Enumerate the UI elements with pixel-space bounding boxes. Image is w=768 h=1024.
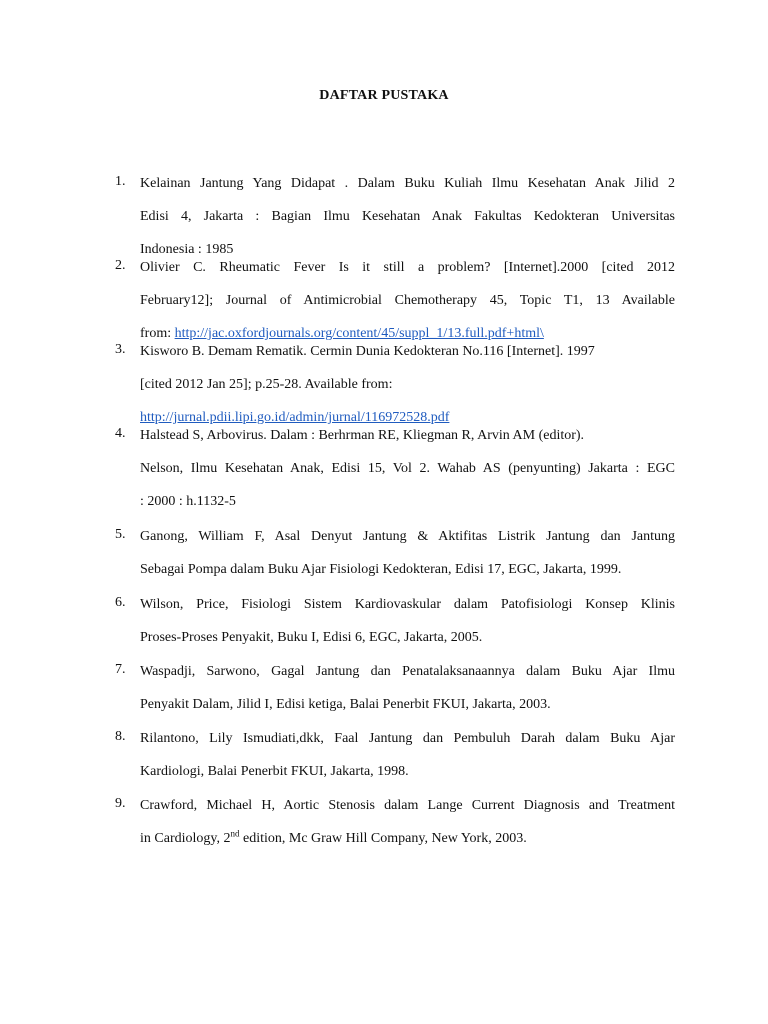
reference-line: Indonesia : 1985 xyxy=(140,242,234,257)
reference-item xyxy=(115,662,675,715)
reference-item xyxy=(115,174,675,260)
reference-line: February12]; Journal of Antimicrobial Chemotherapy 45, Topic T1, 13 Available xyxy=(140,293,675,308)
reference-item xyxy=(115,796,675,849)
reference-line: Rilantono, Lily Ismudiati,dkk, Faal Jantung dan Pembuluh Darah dalam Buku Ajar xyxy=(140,731,675,746)
reference-link[interactable]: http://jurnal.pdii.lipi.go.id/admin/jurnal/116972528.pdf xyxy=(140,410,450,425)
reference-number: 4. xyxy=(115,426,126,441)
reference-item xyxy=(115,258,675,344)
reference-line: Halstead S, Arbovirus. Dalam : Berhrman RE, Kliegman R, Arvin AM (editor). xyxy=(140,428,585,443)
reference-item xyxy=(115,595,675,648)
reference-number: 7. xyxy=(115,662,126,677)
reference-line: Proses-Proses Penyakit, Buku I, Edisi 6, EGC, Jakarta, 2005. xyxy=(140,630,483,645)
reference-line: Edisi 4, Jakarta : Bagian Ilmu Kesehatan Anak Fakultas Kedokteran Universitas xyxy=(140,209,675,224)
line-text: edition, Mc Graw Hill Company, New York, 2003. xyxy=(239,831,527,846)
reference-line: Wilson, Price, Fisiologi Sistem Kardiovaskular dalam Patofisiologi Konsep Klinis xyxy=(140,597,675,612)
reference-number: 2. xyxy=(115,258,126,273)
reference-line xyxy=(140,829,675,849)
reference-line: : 2000 : h.1132-5 xyxy=(140,494,236,509)
reference-number: 1. xyxy=(115,174,126,189)
reference-link-line xyxy=(140,324,675,344)
reference-item xyxy=(115,729,675,782)
reference-line: [cited 2012 Jan 25]; p.25-28. Available from: xyxy=(140,377,393,392)
reference-line: Kardiologi, Balai Penerbit FKUI, Jakarta, 1998. xyxy=(140,764,409,779)
reference-number: 3. xyxy=(115,342,126,357)
reference-line: Olivier C. Rheumatic Fever Is it still a problem? [Internet].2000 [cited 2012 xyxy=(140,260,675,275)
reference-line: Ganong, William F, Asal Denyut Jantung & Aktifitas Listrik Jantung dan Jantung xyxy=(140,529,675,544)
superscript: nd xyxy=(230,828,240,839)
reference-number: 8. xyxy=(115,729,126,744)
reference-line: Kelainan Jantung Yang Didapat . Dalam Buku Kuliah Ilmu Kesehatan Anak Jilid 2 xyxy=(140,176,675,191)
link-prefix: from: xyxy=(140,326,175,341)
reference-number: 5. xyxy=(115,527,126,542)
reference-line: Nelson, Ilmu Kesehatan Anak, Edisi 15, Vol 2. Wahab AS (penyunting) Jakarta : EGC xyxy=(140,461,675,476)
reference-item xyxy=(115,342,675,428)
reference-number: 6. xyxy=(115,595,126,610)
page-title: DAFTAR PUSTAKA xyxy=(319,88,449,103)
reference-item xyxy=(115,527,675,580)
reference-line: Crawford, Michael H, Aortic Stenosis dalam Lange Current Diagnosis and Treatment xyxy=(140,798,675,813)
reference-line: Sebagai Pompa dalam Buku Ajar Fisiologi Kedokteran, Edisi 17, EGC, Jakarta, 1999. xyxy=(140,562,622,577)
reference-line: Kisworo B. Demam Rematik. Cermin Dunia Kedokteran No.116 [Internet]. 1997 xyxy=(140,344,595,359)
reference-link[interactable]: http://jac.oxfordjournals.org/content/45/suppl_1/13.full.pdf+html\ xyxy=(174,326,544,341)
line-text: in Cardiology, 2 xyxy=(140,831,231,846)
reference-line: Waspadji, Sarwono, Gagal Jantung dan Penatalaksanaannya dalam Buku Ajar Ilmu xyxy=(140,664,675,679)
reference-item xyxy=(115,426,675,512)
reference-number: 9. xyxy=(115,796,126,811)
reference-line: Penyakit Dalam, Jilid I, Edisi ketiga, Balai Penerbit FKUI, Jakarta, 2003. xyxy=(140,697,551,712)
